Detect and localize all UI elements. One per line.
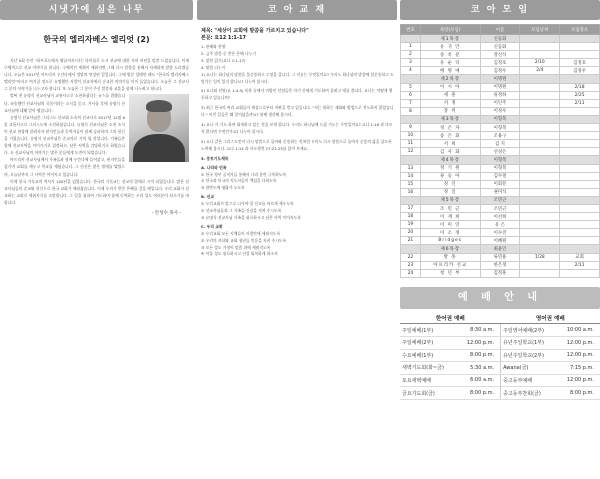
table-cell: 장 미 (420, 107, 480, 115)
table-cell (560, 75, 600, 83)
table-cell (520, 237, 560, 245)
table-cell (560, 269, 600, 277)
group-table-header (401, 25, 600, 35)
table-cell: 이형복 (480, 156, 520, 164)
table-cell (520, 75, 560, 83)
table-cell: 강신석 (480, 51, 520, 59)
column-study (197, 0, 397, 479)
group-subheader-row (401, 156, 600, 164)
table-row (401, 253, 600, 261)
table-cell (520, 172, 560, 180)
section-header-groups: 코 아 모 임 (400, 0, 600, 20)
table-cell (401, 156, 421, 164)
table-cell (560, 213, 600, 221)
worship-service-name: 새벽기도회(화~금) (400, 362, 457, 375)
table-cell: 2 (401, 51, 421, 59)
col-header: 모임장소 (560, 25, 600, 35)
table-cell: 1/28 (520, 253, 560, 261)
table-cell (520, 140, 560, 148)
table-cell (520, 221, 560, 229)
table-cell: 이선희 (480, 213, 520, 221)
table-cell (560, 204, 600, 212)
table-cell: 24 (401, 269, 421, 277)
table-cell (401, 75, 421, 83)
table-cell: 정 인 (420, 180, 480, 188)
table-cell (560, 172, 600, 180)
table-cell (560, 107, 600, 115)
col-header: 목장(모임) (420, 25, 480, 35)
study-step: 2. 금주 말씀 중 받은 은혜 나누기 (201, 50, 256, 56)
table-cell: 김정호 (560, 59, 600, 67)
study-question: 1) 요나는 하나님의 말씀을 불순종하고 도망을 갑니다. 그 이유는 무엇일까요? 우리도 하나님의 말씀에 불순종하고 도망가는 일이 있지 않나요? 나누어 봅시다. (201, 71, 394, 84)
table-row (401, 229, 600, 237)
table-cell (560, 132, 600, 140)
worship-table (400, 312, 600, 400)
worship-row (400, 362, 600, 375)
table-cell: 7 (401, 99, 421, 107)
table-cell: 한은정 (480, 261, 520, 269)
article-title: 한국의 엘리자베스 엘리엇 (2) (43, 35, 150, 44)
table-cell (560, 140, 600, 148)
table-cell (401, 115, 421, 123)
table-row (401, 43, 600, 51)
table-cell: 이회문 (480, 180, 520, 188)
table-cell (560, 245, 600, 253)
table-cell (520, 148, 560, 156)
article-paragraph: 이제 한국 기독교의 역사가 100년을 넘었습니다. 한국의 기독교는 선교의 열매로 시작 되었습니다. 많은 선교사님들의 순교와 헌신으로 한국 교회가 세워졌습니다. 이제 우리가 받은 은혜를 갚을 때입니다. 우리 교회가 선교하는 교회로 세워지기를 소망합니다. 그 일을 위하여 기도하며 함께 동역하는 우리 성도 여러분이 되시기를 바랍니다. (4, 178, 189, 205)
table-cell (560, 180, 600, 188)
table-cell: 9 (401, 124, 421, 132)
table-cell: 조민근 (480, 204, 520, 212)
table-row (401, 99, 600, 107)
table-row (401, 124, 600, 132)
table-cell: 김 사 화 (420, 148, 480, 156)
prayer-item: ② 한국과 미국의 지도자들이 책임을 다하도록 (201, 178, 277, 184)
group-table-body (401, 35, 600, 278)
col-header: 이름 (480, 25, 520, 35)
table-cell: 제4목장 (420, 156, 480, 164)
table-row (401, 83, 600, 91)
table-cell (401, 35, 421, 43)
prayer-item: ③ 유명식 선교사님 가족을 위로하시고 남은 사역 이어지도록 (201, 214, 301, 220)
worship-service-name: 주일영어예배(2부) (501, 324, 557, 337)
table-cell: 유 순 덕 (420, 59, 480, 67)
table-cell: 이 미 연 (420, 221, 480, 229)
table-cell: 이명원 (480, 83, 520, 91)
worship-service-name: 수요예배(1부) (400, 349, 457, 362)
prayer-item: ① 한국 정부 공직자들 통해서 나라 혼란 극복하도록 (201, 171, 287, 177)
table-cell: 청 년 부 (420, 269, 480, 277)
table-cell: 송 은 화 (420, 132, 480, 140)
table-cell: 권미석 (480, 188, 520, 196)
table-row (401, 221, 600, 229)
table-cell (560, 164, 600, 172)
table-cell: 김정호 (480, 59, 520, 67)
table-row (401, 261, 600, 269)
table-cell (520, 261, 560, 269)
pastor-photo (129, 94, 189, 162)
table-cell: 제6목장 (420, 245, 480, 253)
table-cell: 19 (401, 221, 421, 229)
worship-row (400, 324, 600, 337)
column-pastor-letter (0, 0, 193, 479)
table-cell: 5 (401, 83, 421, 91)
worship-service-name: 주일예배(2부) (400, 336, 457, 349)
table-cell: 2/11 (560, 99, 600, 107)
worship-col-english: 영어권 예배 (501, 312, 600, 324)
table-cell (560, 196, 600, 204)
worship-col-korean: 한어권 예배 (400, 312, 501, 324)
table-cell: 김 지 (480, 140, 520, 148)
table-cell (520, 180, 560, 188)
table-cell: 유 귀 안 (420, 43, 480, 51)
study-question: 2) 요나와 선원(요 1:4-5) 폭풍 속에서 이방인 선원들은 자기 신에게 기도하며 살려고 애를 씁니다. 요나는 어떻게 행동하고 있습니까? (201, 88, 393, 101)
table-cell (560, 148, 600, 156)
table-cell: 제1목장 (420, 35, 480, 43)
prayer-item: ② 선교사님들과 그 가족들 건강을 지켜 주시도록 (201, 208, 282, 214)
worship-time: 5:30 a.m. (457, 362, 501, 375)
col-header: 번호 (401, 25, 421, 35)
table-cell: 16 (401, 188, 421, 196)
table-cell: 이인주 (480, 99, 520, 107)
worship-row (400, 387, 600, 400)
table-cell: 제3목장 (420, 115, 480, 123)
study-body (197, 42, 397, 258)
table-cell: 13 (401, 164, 421, 172)
table-cell: 김정우 (480, 67, 520, 75)
table-cell: 이혜원 (480, 237, 520, 245)
table-cell (560, 229, 600, 237)
table-cell: 류정하 (480, 91, 520, 99)
table-cell (520, 83, 560, 91)
table-cell: 1 (401, 43, 421, 51)
group-subheader-row (401, 245, 600, 253)
table-cell: 12 (401, 148, 421, 156)
table-cell (560, 51, 600, 59)
worship-service-name: 주일예배(1부) (400, 324, 457, 337)
table-cell: 14 (401, 172, 421, 180)
worship-time: 12:00 p.m. (557, 349, 600, 362)
group-subheader-row (401, 75, 600, 83)
table-cell: 2/18 (560, 83, 600, 91)
table-row (401, 132, 600, 140)
table-cell: 2/10 (520, 59, 560, 67)
table-cell: 정 기 원 (420, 164, 480, 172)
worship-service-name: 토요새벽예배 (400, 374, 457, 387)
prayer-item: ③ 한반도에 평화가 오도록 (201, 185, 245, 191)
table-cell (560, 115, 600, 123)
worship-service-name: 중고등부예배 (501, 374, 557, 387)
table-cell: 이형복 (480, 164, 520, 172)
table-row (401, 140, 600, 148)
table-cell (560, 43, 600, 51)
table-cell (560, 221, 600, 229)
table-cell (520, 132, 560, 140)
table-row (401, 67, 600, 75)
worship-time: 12:00 p.m. (557, 336, 600, 349)
prayer-group-b: B. 선교 (201, 194, 214, 200)
table-cell: 서 희 (420, 140, 480, 148)
table-cell: 22 (401, 253, 421, 261)
table-cell: 6 (401, 91, 421, 99)
study-step: 3. 말씀 읽기(요나 1:1-17) (201, 57, 246, 63)
worship-time: 12:00 p.m. (457, 336, 501, 349)
worship-table-body (400, 324, 600, 400)
worship-row (400, 349, 600, 362)
table-cell: 배 명 애 (420, 67, 480, 75)
worship-time: 8:30 a.m. (457, 324, 501, 337)
table-row (401, 269, 600, 277)
prayer-item: ① 우리교회가 앞으로 나가야 할 선교를 바르게 세우도록 (201, 201, 294, 207)
table-cell (520, 204, 560, 212)
table-cell: Bridges (420, 237, 480, 245)
table-cell: 21 (401, 237, 421, 245)
table-cell (520, 188, 560, 196)
table-cell: 조용구 (480, 132, 520, 140)
group-subheader-row (401, 196, 600, 204)
table-row (401, 51, 600, 59)
study-step: 4. 말씀 나누기 (201, 64, 226, 70)
table-row (401, 204, 600, 212)
table-cell: 2/11 (560, 261, 600, 269)
worship-time: 12:00 p.m. (557, 374, 600, 387)
table-cell: 3 (401, 59, 421, 67)
article-paragraph: 벌써 전 유명식 선교사님이 교통사고로 소천하셨다는 뉴스를 접했습니다. 파송했던 선교사님의 죽음이라는 소식을 듣고, 거사를 후에 유명식 선교사님에 대해 알아 봤습니다. (4, 93, 125, 113)
table-cell: 이형복 (480, 115, 520, 123)
table-cell: 8 (401, 107, 421, 115)
table-row (401, 59, 600, 67)
table-cell (520, 115, 560, 123)
table-cell: 류민용 (480, 253, 520, 261)
table-cell: 김수철 (480, 172, 520, 180)
table-cell (520, 229, 560, 237)
table-cell (520, 107, 560, 115)
table-row (401, 107, 600, 115)
table-cell (520, 124, 560, 132)
worship-time: 6:00 a.m. (457, 374, 501, 387)
table-cell (520, 213, 560, 221)
worship-table-header (400, 312, 600, 324)
group-subheader-row (401, 35, 600, 43)
column-groups (400, 0, 600, 479)
table-cell: 신동화 (480, 35, 520, 43)
worship-service-name: 유년주일학교(2부) (501, 349, 557, 362)
col-header: 모임날짜 (520, 25, 560, 35)
table-cell: 방 홍 (420, 253, 480, 261)
article-signature: - 안성수 목사 - (151, 210, 181, 216)
section-header-letter: 시냇가에 심은 나무 (0, 0, 193, 20)
table-cell: 조 민 근 (420, 204, 480, 212)
table-cell: 최윤인 (480, 245, 520, 253)
worship-service-name: Awana(금) (501, 362, 557, 375)
table-cell: 15 (401, 180, 421, 188)
table-row (401, 91, 600, 99)
table-cell: 17 (401, 204, 421, 212)
article-paragraph: 아프리카 선교사님께서 가족들과 함께 우간다에 들어갔고, 현지인들을 섬기며 교회를 세우고 학교를 세웠습니다. 그 헌신은 많은 열매를 맺었으며, 오늘날까지 그 사역은 이어지고 있습니다. (4, 157, 125, 177)
table-cell (560, 237, 600, 245)
table-cell: 20 (401, 229, 421, 237)
table-cell: 신동화 (480, 43, 520, 51)
table-cell: 교회 (560, 253, 600, 261)
table-cell: 유 은 (480, 221, 520, 229)
worship-time: 8:00 p.m. (557, 387, 600, 400)
table-row (401, 213, 600, 221)
table-cell (560, 124, 600, 132)
table-cell: 이명원 (480, 75, 520, 83)
table-cell: 정 일 (420, 188, 480, 196)
worship-service-name: 중고등부찬회(금) (501, 387, 557, 400)
table-cell (520, 91, 560, 99)
worship-row (400, 336, 600, 349)
table-cell (520, 196, 560, 204)
table-cell (560, 156, 600, 164)
table-cell (520, 51, 560, 59)
study-question: 5) 요나 같은 그리스도인이 다시 말씀으로 돌아와 순종하는 것처럼 우리도 다시 말씀으로 돌아가 순종의 삶을 살도록 노력해 봅시다. 요나 1:14 과 사도행전 27:23-25를 읽어 보세요. (201, 138, 392, 151)
table-cell (520, 245, 560, 253)
table-cell: 2/4 (520, 67, 560, 75)
table-cell (520, 43, 560, 51)
article-paragraph: 지난 5회 동안 "하트포드에서 땅끝까지"라는 타이틀로 도시 선교에 대한 저의 비젼을 말씀 드렸습니다. 이제 구체적으로 선교 이야기를 합니다. 구체적인 계획이 세워지면 그때 다시 말씀을 통해서 자세하게 말씀 드리겠습니다. 오늘은 2017년 아프리카 우간다에서 정말의 연장된 일입니다. 그때 방문 할때만 해도 "한국의 엘리자베스 엘리엇"이라고 여겨질 정도로 유명했던 사람이 선교지에서 순교한 이야기를 이미 들었습니다. 오늘은 그 선교사 그 분의 이야기를 나누고자 합니다. 또 오늘은 그 분이 주신 말씀과 교훈을 함께 나누려고 합니다. (4, 58, 189, 92)
group-table (400, 24, 600, 278)
table-cell: 송 옥 분 (420, 51, 480, 59)
section-header-worship: 예 배 안 내 (400, 287, 600, 309)
table-cell: 18 (401, 213, 421, 221)
table-cell: 제2목장 (420, 75, 480, 83)
study-question: 4) 요나 가 기도 하며 회개하고 있는 것을 보게 됩니다. 우리도 하나님께 드릴 기도는 무엇일까요? 요나 1:16 과 다르지 않다면 무엇인가요? 나누어 봅시다. (201, 122, 393, 134)
table-row (401, 180, 600, 188)
table-cell: 2/25 (560, 91, 600, 99)
prayer-group-a: A. 나라와 민족 (201, 164, 227, 170)
article-body (0, 57, 193, 217)
table-cell (401, 245, 421, 253)
table-cell: 이정우 (480, 107, 520, 115)
section-header-study: 코 아 교 재 (197, 0, 397, 20)
worship-time: 8:00 p.m. (457, 387, 501, 400)
worship-time: 8:00 p.m. (457, 349, 501, 362)
table-row (401, 164, 600, 172)
study-question: 3) 최근 한국의 여러 교회들이 세상으로부터 비판을 받고 있습니다. "저는 원하는 재화와 방법으로 전도하지 않았습니다." 이런 일들은 왜 일어났을까요? 함께 생각해 봅시다. (201, 105, 394, 118)
table-cell (520, 99, 560, 107)
table-cell: 김정우 (560, 67, 600, 75)
table-cell: 서 정 (420, 99, 480, 107)
study-title: 제목: "세상이 교회에 말씀을 가르치고 있습니다" (201, 28, 309, 34)
group-subheader-row (401, 115, 600, 123)
table-cell: 10 (401, 132, 421, 140)
table-cell: 류 승 아 (420, 172, 480, 180)
table-cell: 이수진 (480, 229, 520, 237)
table-cell (560, 35, 600, 43)
table-cell (520, 156, 560, 164)
worship-service-name: 금요기도회(금) (400, 387, 457, 400)
table-cell: 이 소 정 (420, 229, 480, 237)
table-cell: 정 은 자 (420, 124, 480, 132)
table-cell (520, 35, 560, 43)
worship-time: 7:15 p.m. (557, 362, 600, 375)
article-paragraph: 유명식 선교사님은 그리스도 산교회 소속의 선교사로 2017년 12월 6일 교통사고로 그리스도에 소천하셨습니다. 유명식 선교사님은 소천 소식이 선교 현장에 알려지자 현지인들과 동역자들이 함께 슬퍼하며 그의 헌신을 기렸습니다. 유명식 선교사님은 순교자로 기억 될 것입니다. 가족들은 함께 선교사역을 이어가기로 결정하고, 남은 사역을 감당하기로 하였습니다. 유 선교사님의 이야기는 많은 분들에게 도전이 되었습니다. (4, 114, 125, 156)
worship-service-name: 유년주일학교(1부) (501, 336, 557, 349)
prayer-item: ② 우리의 자녀와 교회 청년들 믿음을 지켜 주시도록 (201, 237, 287, 243)
table-cell: 4 (401, 67, 421, 75)
table-row (401, 172, 600, 180)
study-step: 1. 관해와 찬양 (201, 44, 226, 49)
table-cell: 이형복 (480, 124, 520, 132)
table-cell: 선성은 (480, 148, 520, 156)
table-cell (520, 269, 560, 277)
table-cell: 23 (401, 261, 421, 269)
study-text-ref: 본문: 요12 1:1-17 (201, 35, 246, 41)
prayer-item: ④ 아플 성도 위로하시고 건강 회복하게 하소서 (201, 251, 278, 257)
table-row (401, 188, 600, 196)
table-cell: 김정훈 (480, 269, 520, 277)
table-cell (520, 164, 560, 172)
table-cell: 11 (401, 140, 421, 148)
table-cell: 이 재 희 (420, 213, 480, 221)
table-row (401, 148, 600, 156)
study-heading (197, 20, 397, 42)
worship-time: 10:00 a.m. (557, 324, 600, 337)
worship-row (400, 374, 600, 387)
prayer-group-c: C. 우리 교회 (201, 223, 223, 229)
table-row (401, 237, 600, 245)
prayer-item: ① 우리교회 모든 지체들이 사랑안에 세워지도록 (201, 230, 281, 236)
table-cell: 세 훈 (420, 91, 480, 99)
table-cell (401, 196, 421, 204)
table-cell: 조민근 (480, 196, 520, 204)
table-cell (560, 188, 600, 196)
prayer-section-title: 5. 중보기도제목 (201, 155, 229, 161)
table-cell: 이 시 아 (420, 83, 480, 91)
table-cell: 아프리카 선교 (420, 261, 480, 269)
prayer-item: ③ 모든 성도 가정이 말씀 위에 세워지도록 (201, 244, 271, 250)
table-cell: 제5목장 (420, 196, 480, 204)
